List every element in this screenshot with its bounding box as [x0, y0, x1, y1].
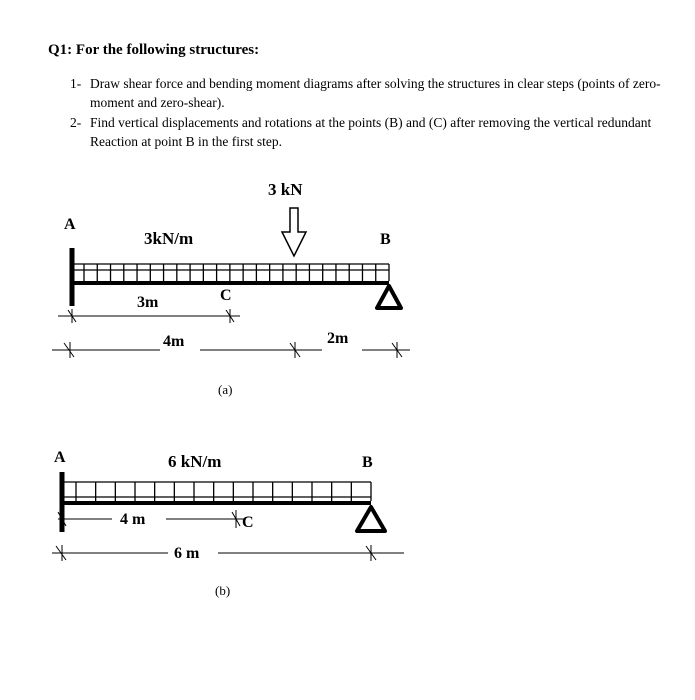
label-b: B	[362, 454, 373, 471]
udl-load-b	[64, 482, 371, 501]
udl-load-a	[74, 264, 389, 281]
pin-support-b	[377, 286, 401, 308]
figure-caption-a: (a)	[218, 382, 233, 397]
udl-label-a: 3kN/m	[144, 229, 194, 248]
label-c: C	[220, 287, 232, 304]
figure-b	[52, 449, 404, 598]
figure-a	[52, 180, 410, 397]
point-load-label: 3 kN	[268, 180, 303, 199]
dimension-label-4m: 4m	[163, 333, 185, 350]
figure-caption-b: (b)	[215, 583, 231, 598]
pin-support-b	[357, 507, 385, 531]
question-title: Q1: For the following structures:	[48, 42, 260, 58]
dimension-line-3m	[58, 309, 240, 323]
dimension-line-4m	[58, 510, 244, 528]
udl-label-b: 6 kN/m	[168, 452, 222, 471]
label-b: B	[380, 231, 391, 248]
question-item-text: Find vertical displacements and rotations at the points (B) and (C) after removing the vertical redundant Reaction at point B in the first step.	[90, 115, 652, 149]
label-a: A	[64, 216, 76, 233]
dimension-label-6m: 6 m	[174, 545, 200, 562]
dimension-line-6m	[52, 545, 404, 561]
question-item-number: 2-	[70, 115, 82, 130]
question-item-number: 1-	[70, 76, 82, 91]
label-c: C	[242, 514, 254, 531]
question-item-text: Draw shear force and bending moment diagrams after solving the structures in clear steps (points of zero-moment and zero-shear).	[90, 76, 661, 110]
dimension-label-3m: 3m	[137, 294, 159, 311]
dimension-label-2m: 2m	[327, 330, 349, 347]
label-a: A	[54, 449, 66, 466]
dimension-label-4m: 4 m	[120, 511, 146, 528]
dimension-line-4m-2m	[52, 342, 410, 358]
point-load-arrow	[282, 208, 306, 256]
